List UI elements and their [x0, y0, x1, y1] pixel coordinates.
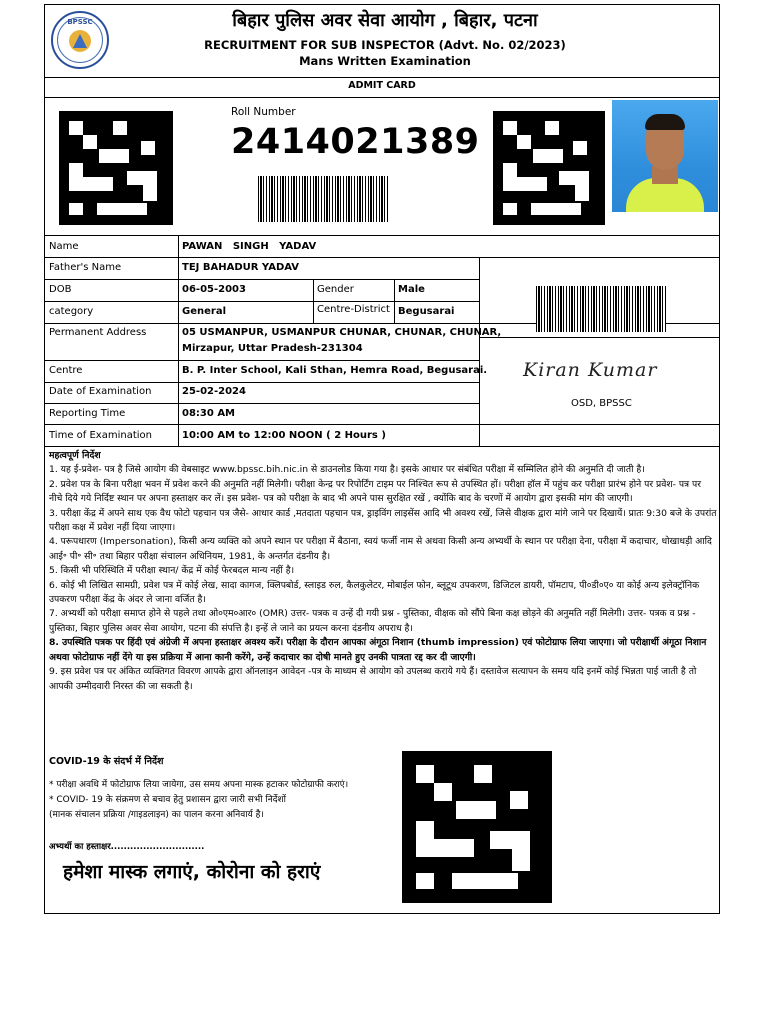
- father-name-label: Father's Name: [49, 262, 122, 273]
- centre-district-label: Centre-District: [317, 304, 390, 315]
- candidate-signature-line: अभ्यर्थी का हस्ताक्षर.............................: [49, 842, 205, 852]
- centre-value: B. P. Inter School, Kali Sthan, Hemra Road, Begusarai.: [182, 365, 488, 376]
- authority-signature: Kiran Kumar: [523, 359, 658, 381]
- instruction-8: 8. उपस्थिति पत्रक पर हिंदी एवं अंग्रेजी में अपना हस्ताक्षर अवश्य करें। परीक्षा के दौरान आपका अंगूठा निशान (thumb impression) एवं फोटोग्राफ लिया जाएगा। जो परीक्षार्थी अंगूठा निशान अथवा फोटोग्राफ नहीं देंगे या इस प्रक्रिया में आना कानी करेंगे, उन्हें कदाचार का दोषी मानते हुए उनकी पात्रता रद्द कर दी जाएगी।: [49, 637, 707, 663]
- covid-slogan: हमेशा मास्क लगाएं, कोरोना को हराएं: [63, 861, 321, 883]
- address-line-1: 05 USMANPUR, USMANPUR CHUNAR, CHUNAR, CHUNAR,: [182, 327, 502, 338]
- instruction-4: 4. परूपधारण (Impersonation), किसी अन्य व्यक्ति को अपने स्थान पर परीक्षा में बैठाना, स्वयं फर्जी नाम से अथवा किसी अन्य अभ्यर्थी के स्थान पर परीक्षा देना, परीक्षा में कदाचार, धोखाधड़ी आदि आई॰ पी॰ सी॰ तथा बिहार परीक्षा संचालन अधिनियम, 1981, के अन्तर्गत दंडनीय है।: [49, 536, 712, 562]
- gender-value: Male: [398, 284, 425, 295]
- exam-time-value: 10:00 AM to 12:00 NOON ( 2 Hours ): [182, 430, 386, 441]
- admit-card-label: ADMIT CARD: [348, 80, 416, 91]
- covid-line-3: (मानक संचालन प्रक्रिया /गाइडलाइन) का पालन करना अनिवार्य है।: [49, 810, 264, 820]
- instructions-heading: महत्वपूर्ण निर्देश: [49, 450, 101, 461]
- covid-line-2: * COVID- 19 के संक्रमण से बचाव हेतु प्रशासन द्वारा जारी सभी निर्देशों: [49, 795, 286, 805]
- authority-designation: OSD, BPSSC: [571, 398, 632, 409]
- reporting-time-value: 08:30 AM: [182, 408, 236, 419]
- covid-line-1: * परीक्षा अवधि में फोटोग्राफ लिया जायेगा, उस समय अपना मास्क हटाकर फोटोग्राफी कराएं।: [49, 780, 349, 790]
- roll-barcode: [258, 176, 388, 222]
- instruction-6: 6. कोई भी लिखित सामग्री, प्रवेश पत्र में कोई लेख, सादा कागज, क्लिपबोर्ड, स्लाइड रुल, कैलकुलेटर, मोबाईल फोन, ब्लूटूथ उपकरण, डिजिटल डायरी, पॉमटाप, पी०डी०ए० या कोई अन्य इलेक्ट्रॉनिक उपकरण परीक्षा केंद्र के अंदर ले जाना वर्जित है।: [49, 579, 700, 606]
- instruction-5: 5. किसी भी परिस्थिति में परीक्षा स्थान/ केंद्र में कोई फेरबदल मान्य नहीं है।: [49, 565, 295, 577]
- name-value: PAWAN SINGH YADAV: [182, 241, 317, 252]
- exam-date-value: 25-02-2024: [182, 386, 246, 397]
- instruction-2: 2. प्रवेश पत्र के बिना परीक्षा भवन में प्रवेश करने की अनुमति नहीं मिलेगी। परीक्षा केन्द्र पर रिपोर्टिंग टाइम पर निश्चित रूप से उपस्थित हों। परीक्षा हॉल में पहुंच कर परीक्षा प्रारंभ होने पर प्रवेश- पत्र पर नीचे दिये गये निर्दिष्ट स्थान पर अपना हस्ताक्षर कर लें। इस प्रवेश- पत्र को परीक्षा के बाद भी अपने पास सुरक्षित रखें , क्योंकि बाद के चरणों में आयोग द्वारा इसकी मांग की जाएगी।: [49, 478, 702, 505]
- covid-heading: COVID-19 के संदर्भ में निर्देश: [49, 756, 164, 767]
- gender-label: Gender: [317, 284, 354, 295]
- exam-date-label: Date of Examination: [49, 386, 152, 397]
- name-label: Name: [49, 241, 79, 252]
- roll-number-label: Roll Number: [231, 106, 296, 118]
- candidate-photo: [612, 100, 718, 212]
- permanent-address-label: Permanent Address: [49, 327, 147, 338]
- header-subtitle: RECRUITMENT FOR SUB INSPECTOR (Advt. No. 02/2023): [204, 38, 566, 52]
- dob-label: DOB: [49, 284, 72, 295]
- instruction-9: 9. इस प्रवेश पत्र पर अंकित व्यक्तिगत विवरण आपके द्वारा ऑनलाइन आवेदन -पत्र के माध्यम से आयोग को उपलब्ध कराये गये हैं। दस्तावेज सत्यापन के समय यदि इनमें कोई भिन्नता पाई जाती है तो आपकी उम्मीदवारी निरस्त की जा सकती है।: [49, 666, 697, 692]
- address-line-2: Mirzapur, Uttar Pradesh-231304: [182, 343, 363, 354]
- reporting-time-label: Reporting Time: [49, 408, 126, 419]
- instruction-7: 7. अभ्यर्थी को परीक्षा समाप्त होने से पहले तथा ओ०एम०आर० (OMR) उत्तर- पत्रक व उन्हें दी गयी प्रश्न - पुस्तिका, वीक्षक को सौंपे बिना कक्ष छोड़ने की अनुमति नहीं मिलेगी। उत्तर- पत्रक व प्रश्न - पुस्तिका, बिहार पुलिस अवर सेवा आयोग, पटना की संपत्ति है। इन्हें ले जाने का प्रयत्न करना दंडनीय अपराध है।: [49, 608, 696, 634]
- details-barcode: [536, 286, 666, 332]
- father-name-value: TEJ BAHADUR YADAV: [182, 262, 300, 273]
- logo-text: BPSSC: [67, 18, 93, 26]
- exam-time-label: Time of Examination: [49, 430, 152, 441]
- dob-value: 06-05-2003: [182, 284, 246, 295]
- instruction-3: 3. परीक्षा केंद्र में अपने साथ एक वैध फोटो पहचान पत्र जैसे- आधार कार्ड ,मतदाता पहचान पत्र, ड्राइविंग लाइसेंस आदि भी अवश्य रखें, जिसे वीक्षक द्वारा मांगे जाने पर दिखायें। प्रातः 9:30 बजे के उपरांत परीक्षा कक्ष में प्रवेश नहीं दिया जाएगा।: [49, 507, 717, 534]
- instruction-1: 1. यह ई-प्रवेश- पत्र है जिसे आयोग की वेबसाइट www.bpssc.bih.nic.in से डाउनलोड किया गया है। इसके आधार पर संबंधित परीक्षा में सम्मिलित होने की अनुमति दी जाती है।: [49, 464, 645, 476]
- qr-code-bottom: [402, 751, 552, 903]
- category-value: General: [182, 306, 226, 317]
- exam-stage: Mans Written Examination: [299, 54, 471, 68]
- qr-code-right: [493, 111, 605, 225]
- instructions-section: [49, 449, 717, 694]
- centre-label: Centre: [49, 365, 83, 376]
- header-title-hindi: बिहार पुलिस अवर सेवा आयोग , बिहार, पटना: [232, 10, 538, 31]
- category-label: category: [49, 306, 94, 317]
- admit-card: [44, 4, 720, 914]
- roll-number-value: 2414021389: [231, 122, 480, 162]
- centre-district-value: Begusarai: [398, 306, 455, 317]
- bpssc-logo: [51, 11, 109, 69]
- qr-code-left: [59, 111, 173, 225]
